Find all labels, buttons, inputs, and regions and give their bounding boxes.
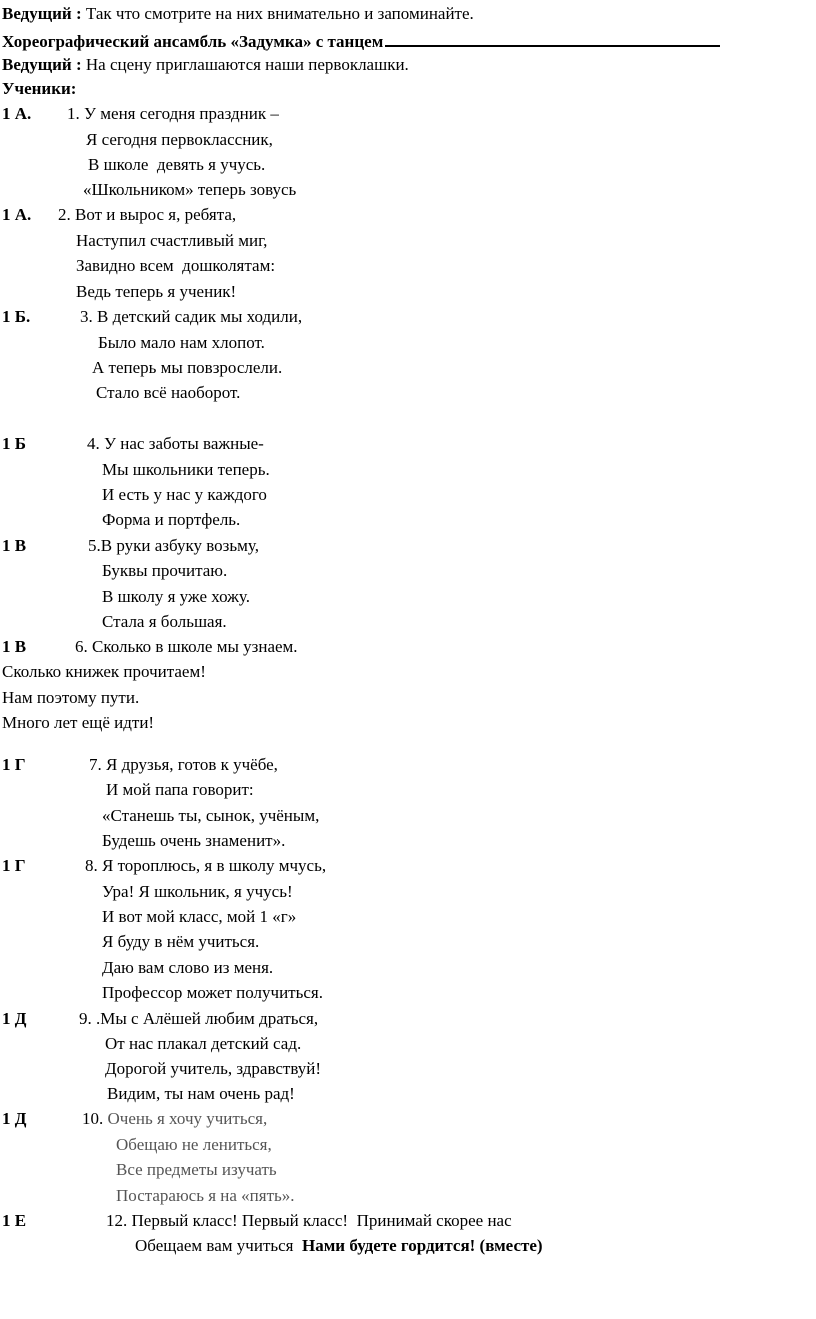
verse-line: Профессор может получиться. [102,983,323,1002]
speaker-label: Ведущий : [2,4,82,23]
class-label: 1 В [2,637,27,656]
verse-line: 5.В руки азбуку возьму, [88,536,259,555]
speaker-text: На сцену приглашаются наши первоклашки. [81,55,409,74]
verse-line: Будешь очень знаменит». [102,831,286,850]
class-label: 1 А. [2,205,32,224]
blank-underline [385,30,720,47]
class-label: 1 Д [2,1009,27,1028]
verse-line: В школе девять я учусь. [88,155,266,174]
class-label: 1 Б. [2,307,31,326]
verse-text: Очень я хочу учиться, [103,1109,268,1128]
verse-line: Видим, ты нам очень рад! [107,1084,295,1103]
speaker-text: Так что смотрите на них внимательно и запоминайте. [81,4,474,23]
verse-line: Я сегодня первоклассник, [86,130,273,149]
verse-line: Мы школьники теперь. [102,460,270,479]
verse-line: 1. У меня сегодня праздник – [67,104,279,123]
verse-line: Постараюсь я на «пять». [116,1186,295,1205]
verse-line: Ведь теперь я ученик! [76,282,237,301]
verse-line: Наступил счастливый миг, [76,231,268,250]
intro-line-1 [2,4,474,24]
verse-line: 12. Первый класс! Первый класс! Принимай скорее нас [106,1211,512,1230]
verse-line: 4. У нас заботы важные- [87,434,264,453]
verse-line-final [135,1236,543,1256]
verse-line: И вот мой класс, мой 1 «г» [102,907,297,926]
verse-text: Обещаем вам учиться [135,1236,302,1255]
verse-line: А теперь мы повзрослели. [92,358,283,377]
verse-line: 3. В детский садик мы ходили, [80,307,303,326]
verse-line: 2. Вот и вырос я, ребята, [58,205,237,224]
verse-line: Буквы прочитаю. [102,561,228,580]
class-label: 1 В [2,536,27,555]
intro-line-2 [2,30,720,52]
together-line: Нами будете гордится! (вместе) [302,1236,543,1255]
verse-line: И мой папа говорит: [106,780,254,799]
verse-line: Ура! Я школьник, я учусь! [102,882,293,901]
verse-line: Стала я большая. [102,612,227,631]
verse-line: «Станешь ты, сынок, учёным, [102,806,320,825]
class-label: 1 Г [2,755,26,774]
verse-line: Много лет ещё идти! [2,713,155,732]
verse-line: 9. .Мы с Алёшей любим драться, [79,1009,319,1028]
verse-line: Дорогой учитель, здравствуй! [105,1059,322,1078]
speaker-label: Ведущий : [2,55,82,74]
class-label: 1 Д [2,1109,27,1128]
class-label: 1 А. [2,104,32,123]
verse-line: Я буду в нём учиться. [102,932,260,951]
verse-line [82,1109,267,1129]
intro-line-3 [2,55,409,75]
class-label: 1 Б [2,434,26,453]
verse-line: «Школьником» теперь зовусь [83,180,297,199]
verse-line: 8. Я тороплюсь, я в школу мчусь, [85,856,327,875]
verse-line: Сколько книжек прочитаем! [2,662,206,681]
students-heading: Ученики: [2,79,77,98]
verse-line: Стало всё наоборот. [96,383,241,402]
verse-line: 7. Я друзья, готов к учёбе, [89,755,278,774]
verse-line: Завидно всем дошколятам: [76,256,276,275]
verse-line: Даю вам слово из меня. [102,958,274,977]
verse-line: От нас плакал детский сад. [105,1034,302,1053]
verse-line: Нам поэтому пути. [2,688,140,707]
ensemble-label: Хореографический ансамбль «Задумка» с танцем [2,32,384,51]
verse-line: В школу я уже хожу. [102,587,250,606]
class-label: 1 Е [2,1211,27,1230]
verse-line: И есть у нас у каждого [102,485,267,504]
verse-line: Обещаю не лениться, [116,1135,272,1154]
verse-line: Было мало нам хлопот. [98,333,265,352]
verse-line: Форма и портфель. [102,510,241,529]
verse-line: Все предметы изучать [116,1160,277,1179]
verse-number: 10. [82,1109,104,1128]
verse-line: 6. Сколько в школе мы узнаем. [75,637,298,656]
class-label: 1 Г [2,856,26,875]
